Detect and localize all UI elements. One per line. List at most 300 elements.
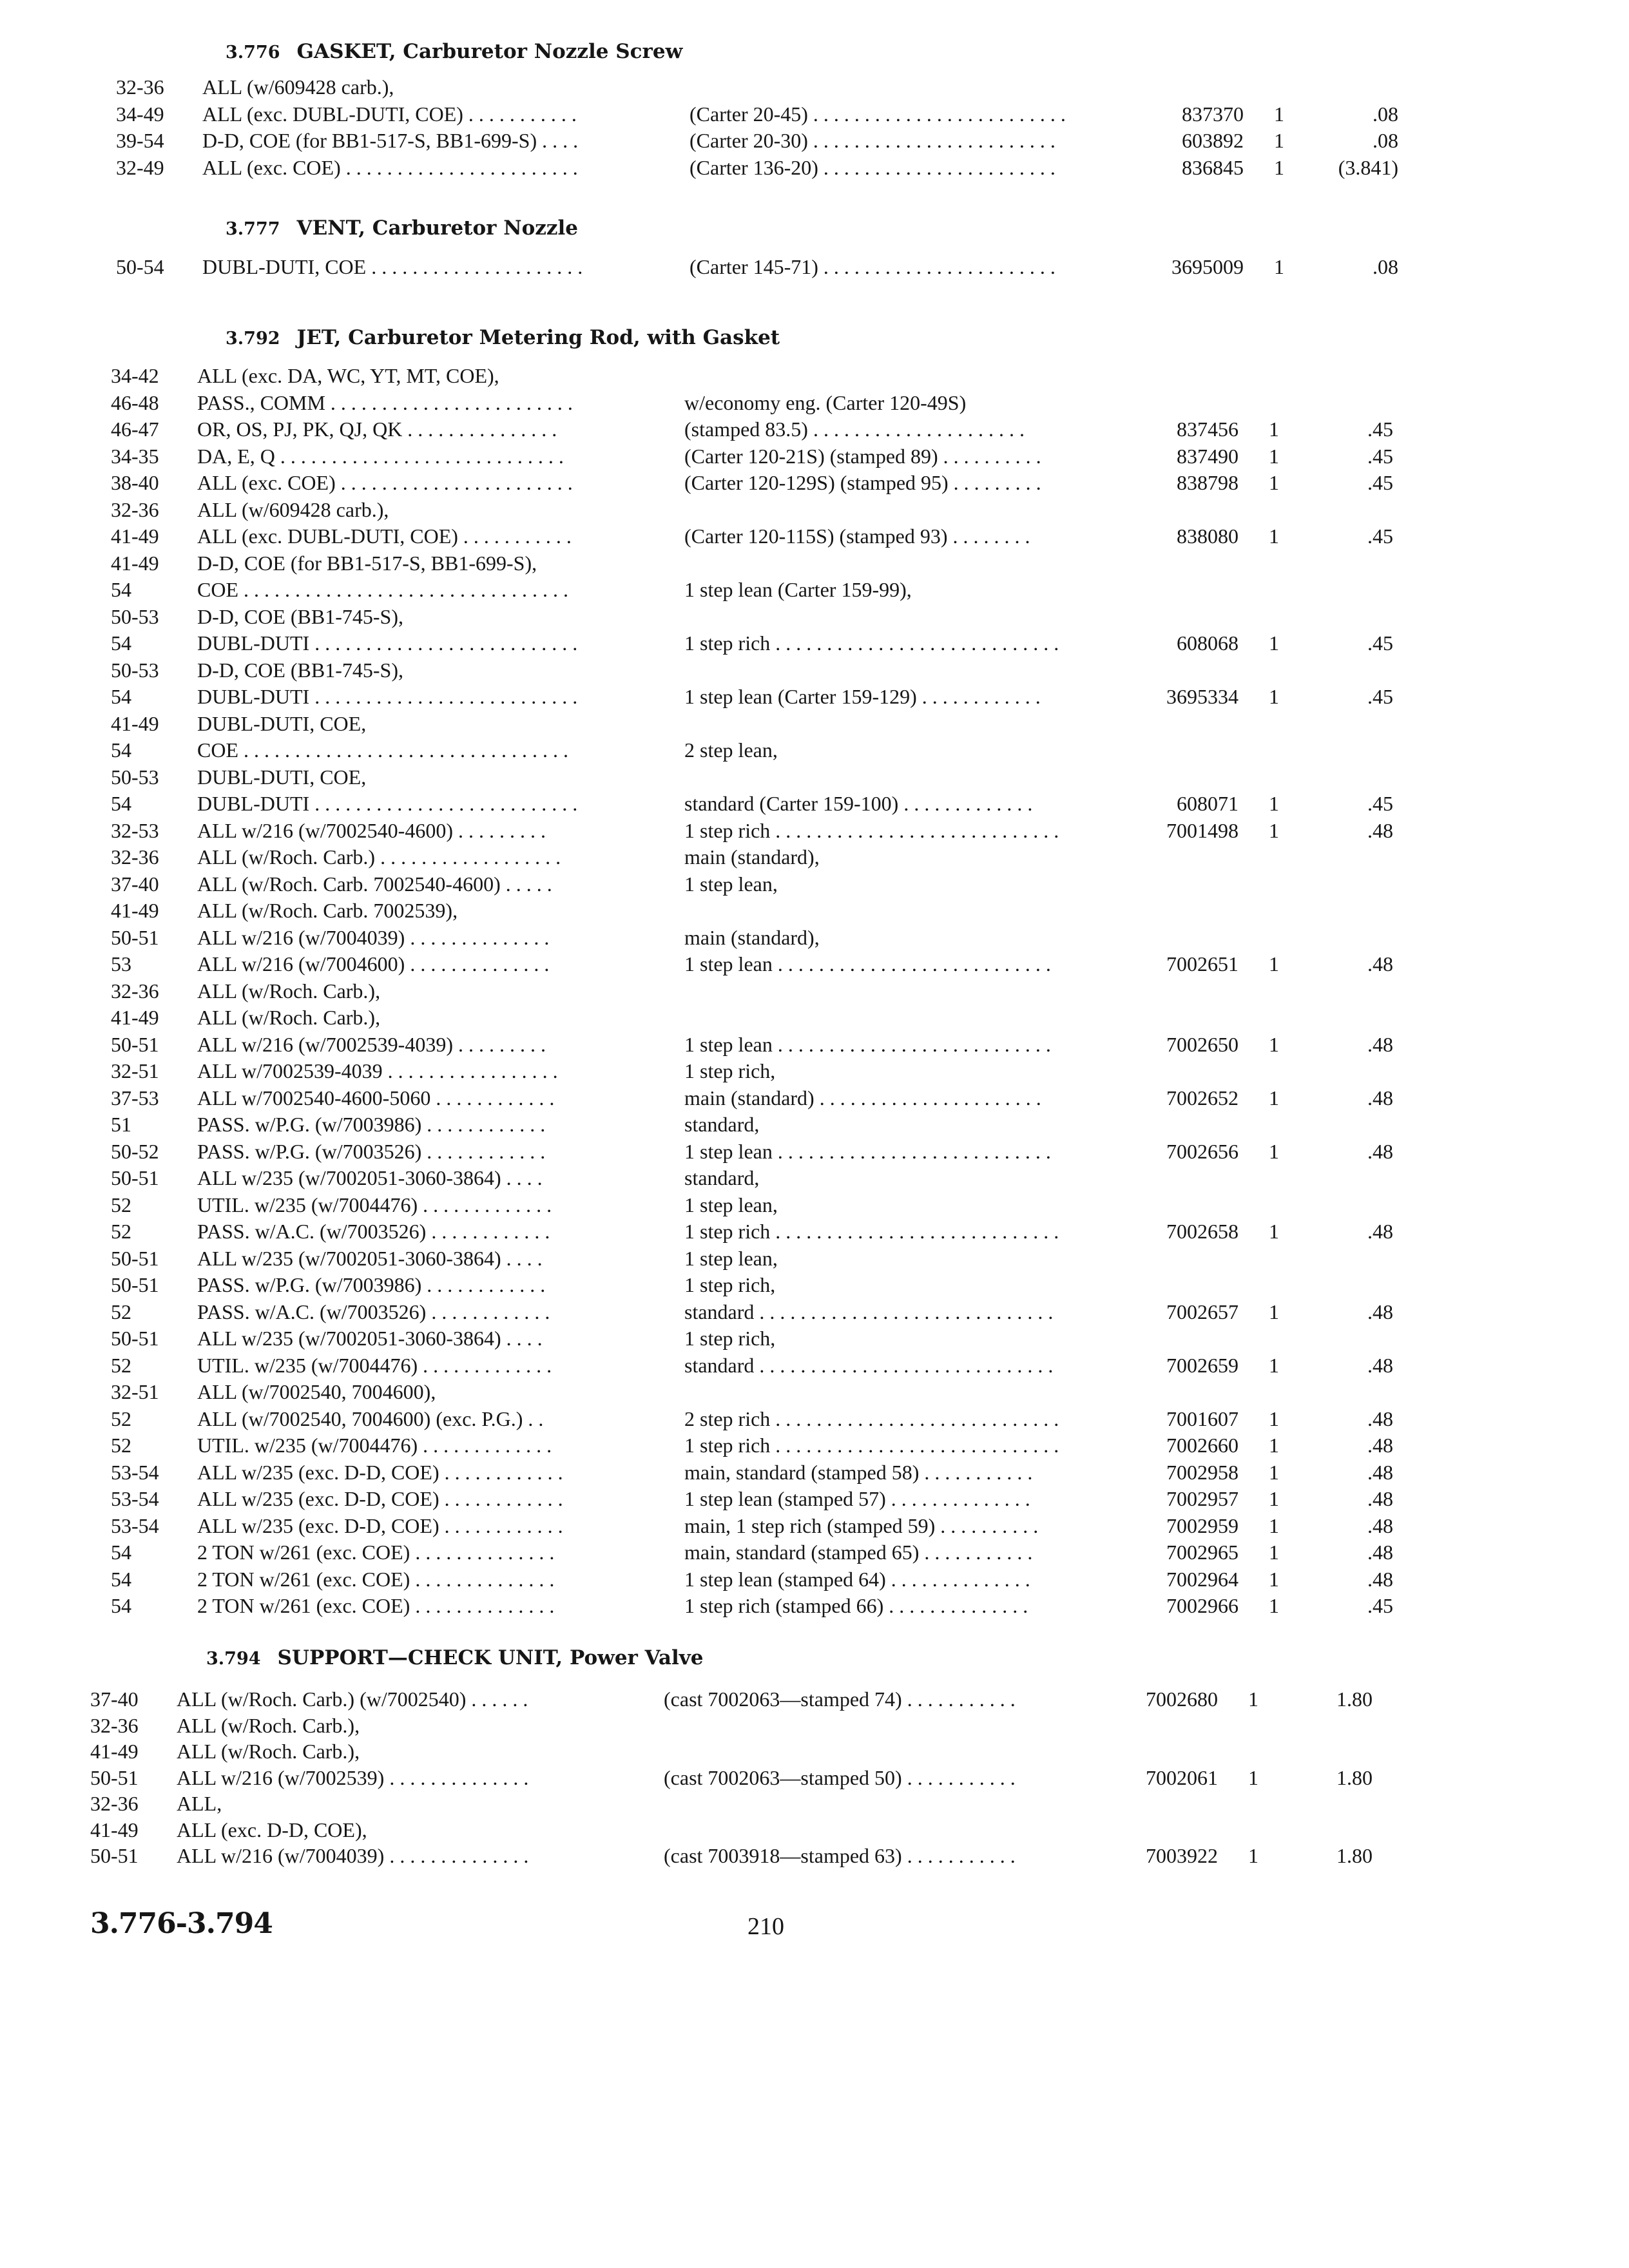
model-years: 50-51 — [90, 1844, 139, 1867]
parts-row — [90, 1713, 1379, 1739]
description: 1 step rich, — [684, 1059, 776, 1082]
model-years: 41-49 — [90, 1740, 139, 1763]
models: ALL (w/609428 carb.), — [202, 75, 394, 99]
description: 1 step lean, — [684, 1246, 778, 1270]
parts-row — [111, 1245, 1400, 1272]
models: DUBL-DUTI, COE, — [197, 765, 367, 789]
parts-row — [111, 871, 1400, 898]
part-number: 7001607 — [1166, 1407, 1239, 1430]
description: 1 step rich . . . . . . . . . . . . . . . . . . . . . . . . . . . . — [684, 1434, 1059, 1457]
model-years: 50-51 — [111, 1273, 159, 1296]
parts-row — [111, 978, 1400, 1004]
parts-row — [111, 550, 1400, 577]
model-years: 37-40 — [90, 1687, 139, 1711]
model-years: 53-54 — [111, 1514, 159, 1537]
price: .45 — [1367, 1594, 1393, 1617]
models: ALL (w/Roch. Carb.), — [197, 979, 381, 1003]
description: (Carter 120-129S) (stamped 95) . . . . . . . . . — [684, 471, 1041, 494]
model-years: 32-51 — [111, 1059, 159, 1082]
parts-row — [116, 74, 1405, 101]
model-years: 32-49 — [116, 155, 164, 179]
description: standard (Carter 159-100) . . . . . . . . . . . . . — [684, 792, 1033, 815]
model-years: 41-49 — [90, 1818, 139, 1841]
models: ALL (w/609428 carb.), — [197, 497, 389, 521]
models: ALL w/7002539-4039 . . . . . . . . . . . . . . . . . — [197, 1059, 558, 1082]
description: 1 step lean, — [684, 1193, 778, 1216]
description: 1 step lean (stamped 64) . . . . . . . . . . . . . . — [684, 1567, 1030, 1591]
section-heading — [226, 40, 682, 63]
description: main (standard), — [684, 925, 820, 949]
model-years: 38-40 — [111, 471, 159, 494]
parts-row — [111, 844, 1400, 870]
model-years: 52 — [111, 1193, 131, 1216]
model-years: 41-49 — [111, 551, 159, 575]
models: PASS. w/P.G. (w/7003986) . . . . . . . . . . . . — [197, 1113, 546, 1136]
models: UTIL. w/235 (w/7004476) . . . . . . . . . . . . . — [197, 1193, 552, 1216]
models: DUBL-DUTI, COE . . . . . . . . . . . . . . . . . . . . . — [202, 255, 583, 278]
model-years: 39-54 — [116, 129, 164, 152]
parts-row — [116, 128, 1405, 154]
models: 2 TON w/261 (exc. COE) . . . . . . . . . . . . . . — [197, 1594, 555, 1617]
model-years: 32-36 — [116, 75, 164, 99]
quantity: 1 — [1269, 631, 1279, 655]
model-years: 50-51 — [90, 1765, 139, 1789]
model-years: 54 — [111, 738, 131, 762]
description: standard, — [684, 1113, 760, 1136]
parts-row — [90, 1817, 1379, 1843]
section-title: JET, Carburetor Metering Rod, with Gasket — [296, 326, 780, 349]
parts-row — [111, 1513, 1400, 1539]
quantity: 1 — [1248, 1765, 1258, 1789]
models: ALL (w/Roch. Carb.), — [177, 1713, 360, 1737]
model-years: 34-35 — [111, 444, 159, 468]
model-years: 54 — [111, 685, 131, 708]
description: 2 step lean, — [684, 738, 778, 762]
quantity: 1 — [1269, 1407, 1279, 1430]
description: 1 step lean . . . . . . . . . . . . . . . . . . . . . . . . . . . — [684, 952, 1051, 975]
model-years: 52 — [111, 1434, 131, 1457]
part-number: 7002680 — [1146, 1687, 1218, 1711]
parts-row — [111, 1218, 1400, 1245]
models: COE . . . . . . . . . . . . . . . . . . . . . . . . . . . . . . . . — [197, 738, 568, 762]
model-years: 53-54 — [111, 1487, 159, 1510]
quantity: 1 — [1269, 1139, 1279, 1163]
models: ALL (exc. DA, WC, YT, MT, COE), — [197, 364, 499, 387]
part-number: 7002659 — [1166, 1353, 1239, 1377]
models: ALL w/235 (exc. D-D, COE) . . . . . . . . . . . . — [197, 1487, 563, 1510]
part-number: 7002966 — [1166, 1594, 1239, 1617]
parts-row — [111, 1352, 1400, 1379]
price: .08 — [1373, 255, 1398, 278]
model-years: 52 — [111, 1220, 131, 1243]
parts-row — [111, 390, 1400, 416]
model-years: 46-47 — [111, 418, 159, 441]
model-years: 54 — [111, 631, 131, 655]
parts-row — [111, 1459, 1400, 1486]
models: UTIL. w/235 (w/7004476) . . . . . . . . . . . . . — [197, 1434, 552, 1457]
models: PASS. w/P.G. (w/7003986) . . . . . . . . . . . . — [197, 1273, 546, 1296]
description: 1 step rich . . . . . . . . . . . . . . . . . . . . . . . . . . . . — [684, 818, 1059, 842]
quantity: 1 — [1269, 1567, 1279, 1591]
part-number: 3695009 — [1171, 255, 1244, 278]
description: 1 step rich, — [684, 1327, 776, 1350]
parts-row — [111, 818, 1400, 844]
parts-row — [111, 1085, 1400, 1111]
model-years: 51 — [111, 1113, 131, 1136]
model-years: 50-53 — [111, 604, 159, 628]
parts-row — [111, 1593, 1400, 1619]
part-number: 838080 — [1177, 524, 1239, 548]
model-years: 32-51 — [111, 1380, 159, 1403]
models: ALL w/235 (w/7002051-3060-3864) . . . . — [197, 1166, 543, 1189]
models: DUBL-DUTI . . . . . . . . . . . . . . . . . . . . . . . . . . — [197, 631, 578, 655]
quantity: 1 — [1274, 255, 1284, 278]
part-number: 608068 — [1177, 631, 1239, 655]
models: ALL w/235 (w/7002051-3060-3864) . . . . — [197, 1327, 543, 1350]
price: .48 — [1367, 818, 1393, 842]
price: .45 — [1367, 471, 1393, 494]
models: ALL (w/Roch. Carb. 7002539), — [197, 899, 458, 922]
parts-row — [116, 155, 1405, 181]
description: 1 step rich . . . . . . . . . . . . . . . . . . . . . . . . . . . . — [684, 1220, 1059, 1243]
description: (Carter 120-21S) (stamped 89) . . . . . . . . . . — [684, 444, 1041, 468]
models: 2 TON w/261 (exc. COE) . . . . . . . . . . . . . . — [197, 1567, 555, 1591]
price: .48 — [1367, 1086, 1393, 1110]
description: (Carter 145-71) . . . . . . . . . . . . . . . . . . . . . . . — [689, 255, 1055, 278]
parts-row — [111, 1058, 1400, 1084]
section-title: SUPPORT—CHECK UNIT, Power Valve — [277, 1646, 704, 1669]
part-number: 7002959 — [1166, 1514, 1239, 1537]
description: standard . . . . . . . . . . . . . . . . . . . . . . . . . . . . . — [684, 1353, 1054, 1377]
model-years: 54 — [111, 578, 131, 601]
model-years: 32-36 — [111, 845, 159, 869]
description: (cast 7002063—stamped 50) . . . . . . . . . . . — [664, 1765, 1016, 1789]
quantity: 1 — [1269, 471, 1279, 494]
part-number: 608071 — [1177, 792, 1239, 815]
models: 2 TON w/261 (exc. COE) . . . . . . . . . . . . . . — [197, 1541, 555, 1564]
quantity: 1 — [1269, 685, 1279, 708]
parts-row — [111, 1165, 1400, 1191]
section-title: GASKET, Carburetor Nozzle Screw — [296, 40, 683, 63]
part-number: 7001498 — [1166, 818, 1239, 842]
quantity: 1 — [1269, 1300, 1279, 1323]
models: ALL (exc. COE) . . . . . . . . . . . . . . . . . . . . . . . — [197, 471, 573, 494]
parts-row — [111, 1486, 1400, 1512]
section-heading — [206, 1646, 704, 1669]
description: 1 step lean (stamped 57) . . . . . . . . . . . . . . — [684, 1487, 1030, 1510]
part-number: 7002650 — [1166, 1032, 1239, 1056]
models: ALL (exc. D-D, COE), — [177, 1818, 367, 1841]
parts-row — [90, 1738, 1379, 1765]
section-number: 3.794 — [206, 1649, 261, 1669]
description: (Carter 20-30) . . . . . . . . . . . . . . . . . . . . . . . . — [689, 129, 1055, 152]
parts-row — [111, 737, 1400, 764]
section-number: 3.777 — [226, 219, 280, 239]
quantity: 1 — [1269, 1032, 1279, 1056]
price: .45 — [1367, 444, 1393, 468]
price: .45 — [1367, 631, 1393, 655]
models: ALL w/235 (exc. D-D, COE) . . . . . . . . . . . . — [197, 1460, 563, 1484]
price: .45 — [1367, 685, 1393, 708]
model-years: 54 — [111, 1594, 131, 1617]
price: .48 — [1367, 1460, 1393, 1484]
parts-row — [111, 951, 1400, 977]
model-years: 32-36 — [90, 1792, 139, 1815]
parts-row — [111, 604, 1400, 630]
part-number: 603892 — [1182, 129, 1244, 152]
models: ALL w/216 (w/7004039) . . . . . . . . . . . . . . — [177, 1844, 529, 1867]
models: PASS., COMM . . . . . . . . . . . . . . . . . . . . . . . . — [197, 390, 573, 414]
description: 1 step lean . . . . . . . . . . . . . . . . . . . . . . . . . . . — [684, 1032, 1051, 1056]
part-number: 7002658 — [1166, 1220, 1239, 1243]
quantity: 1 — [1274, 129, 1284, 152]
parts-row — [90, 1843, 1379, 1869]
model-years: 41-49 — [111, 524, 159, 548]
price: .48 — [1367, 952, 1393, 975]
model-years: 52 — [111, 1407, 131, 1430]
model-years: 50-54 — [116, 255, 164, 278]
price: .48 — [1367, 1300, 1393, 1323]
price: (3.841) — [1338, 155, 1398, 179]
models: UTIL. w/235 (w/7004476) . . . . . . . . . . . . . — [197, 1353, 552, 1377]
description: (stamped 83.5) . . . . . . . . . . . . . . . . . . . . . — [684, 418, 1025, 441]
part-number: 838798 — [1177, 471, 1239, 494]
description: 1 step rich, — [684, 1273, 776, 1296]
models: D-D, COE (BB1-745-S), — [197, 658, 403, 682]
quantity: 1 — [1269, 952, 1279, 975]
description: main, 1 step rich (stamped 59) . . . . . . . . . . — [684, 1514, 1039, 1537]
model-years: 52 — [111, 1353, 131, 1377]
models: DA, E, Q . . . . . . . . . . . . . . . . . . . . . . . . . . . . — [197, 444, 564, 468]
section-range: 3.776-3.794 — [90, 1907, 273, 1940]
parts-row — [111, 1379, 1400, 1405]
model-years: 54 — [111, 1567, 131, 1591]
models: ALL (w/7002540, 7004600), — [197, 1380, 436, 1403]
section-heading — [226, 326, 780, 349]
model-years: 32-36 — [111, 979, 159, 1003]
price: 1.80 — [1336, 1844, 1373, 1867]
model-years: 32-36 — [111, 497, 159, 521]
part-number: 836845 — [1182, 155, 1244, 179]
price: .48 — [1367, 1353, 1393, 1377]
quantity: 1 — [1269, 1541, 1279, 1564]
description: main, standard (stamped 65) . . . . . . . . . . . — [684, 1541, 1033, 1564]
part-number: 7002061 — [1146, 1765, 1218, 1789]
models: DUBL-DUTI . . . . . . . . . . . . . . . . . . . . . . . . . . — [197, 792, 578, 815]
parts-row — [111, 898, 1400, 924]
description: (Carter 136-20) . . . . . . . . . . . . . . . . . . . . . . . — [689, 155, 1055, 179]
models: ALL w/216 (w/7002539) . . . . . . . . . . . . . . — [177, 1765, 529, 1789]
parts-row — [111, 684, 1400, 710]
quantity: 1 — [1269, 444, 1279, 468]
description: (Carter 120-115S) (stamped 93) . . . . . . . . — [684, 524, 1030, 548]
part-number: 837456 — [1177, 418, 1239, 441]
model-years: 50-51 — [111, 925, 159, 949]
part-number: 7002657 — [1166, 1300, 1239, 1323]
models: PASS. w/A.C. (w/7003526) . . . . . . . . . . . . — [197, 1220, 550, 1243]
price: .48 — [1367, 1487, 1393, 1510]
section-number: 3.792 — [226, 329, 280, 349]
model-years: 34-42 — [111, 364, 159, 387]
quantity: 1 — [1269, 1460, 1279, 1484]
part-number: 7002958 — [1166, 1460, 1239, 1484]
models: ALL (exc. DUBL-DUTI, COE) . . . . . . . . . . . — [197, 524, 572, 548]
models: ALL w/216 (w/7004039) . . . . . . . . . . . . . . — [197, 925, 550, 949]
price: .48 — [1367, 1032, 1393, 1056]
part-number: 7002957 — [1166, 1487, 1239, 1510]
parts-row — [111, 577, 1400, 603]
parts-row — [111, 1272, 1400, 1298]
models: ALL w/235 (exc. D-D, COE) . . . . . . . . . . . . — [197, 1514, 563, 1537]
model-years: 50-53 — [111, 765, 159, 789]
parts-row — [111, 416, 1400, 443]
model-years: 53 — [111, 952, 131, 975]
part-number: 7002656 — [1166, 1139, 1239, 1163]
parts-row — [90, 1791, 1379, 1817]
description: (Carter 20-45) . . . . . . . . . . . . . . . . . . . . . . . . . — [689, 102, 1066, 126]
quantity: 1 — [1269, 1086, 1279, 1110]
parts-row — [111, 470, 1400, 496]
models: D-D, COE (BB1-745-S), — [197, 604, 403, 628]
quantity: 1 — [1269, 818, 1279, 842]
quantity: 1 — [1248, 1687, 1258, 1711]
description: 1 step rich (stamped 66) . . . . . . . . . . . . . . — [684, 1594, 1028, 1617]
price: .48 — [1367, 1541, 1393, 1564]
part-number: 7002964 — [1166, 1567, 1239, 1591]
parts-row — [111, 443, 1400, 470]
parts-row — [111, 1004, 1400, 1031]
models: COE . . . . . . . . . . . . . . . . . . . . . . . . . . . . . . . . — [197, 578, 568, 601]
description: standard . . . . . . . . . . . . . . . . . . . . . . . . . . . . . — [684, 1300, 1054, 1323]
model-years: 50-51 — [111, 1166, 159, 1189]
model-years: 50-51 — [111, 1246, 159, 1270]
models: ALL w/7002540-4600-5060 . . . . . . . . . . . . — [197, 1086, 555, 1110]
description: (cast 7003918—stamped 63) . . . . . . . . . . . — [664, 1844, 1016, 1867]
quantity: 1 — [1269, 1353, 1279, 1377]
quantity: 1 — [1269, 1220, 1279, 1243]
models: ALL (w/Roch. Carb. 7002540-4600) . . . . . — [197, 872, 552, 896]
price: .45 — [1367, 792, 1393, 815]
models: PASS. w/P.G. (w/7003526) . . . . . . . . . . . . — [197, 1139, 546, 1163]
parts-row — [90, 1765, 1379, 1791]
price: .48 — [1367, 1139, 1393, 1163]
parts-row — [111, 711, 1400, 737]
section-title: VENT, Carburetor Nozzle — [296, 216, 579, 240]
models: DUBL-DUTI, COE, — [197, 711, 367, 735]
parts-row — [111, 1325, 1400, 1352]
quantity: 1 — [1248, 1844, 1258, 1867]
models: ALL (w/Roch. Carb.), — [197, 1006, 381, 1029]
model-years: 41-49 — [111, 899, 159, 922]
quantity: 1 — [1269, 1487, 1279, 1510]
price: .48 — [1367, 1220, 1393, 1243]
models: OR, OS, PJ, PK, QJ, QK . . . . . . . . . . . . . . . — [197, 418, 557, 441]
parts-row — [111, 1432, 1400, 1459]
models: ALL w/235 (w/7002051-3060-3864) . . . . — [197, 1246, 543, 1270]
parts-row — [111, 1299, 1400, 1325]
quantity: 1 — [1269, 1514, 1279, 1537]
parts-row — [111, 1539, 1400, 1566]
part-number: 837370 — [1182, 102, 1244, 126]
model-years: 52 — [111, 1300, 131, 1323]
quantity: 1 — [1269, 418, 1279, 441]
model-years: 32-36 — [90, 1713, 139, 1737]
models: ALL w/216 (w/7002539-4039) . . . . . . . . . — [197, 1032, 546, 1056]
parts-row — [111, 363, 1400, 389]
price: .48 — [1367, 1567, 1393, 1591]
parts-row — [111, 791, 1400, 817]
models: D-D, COE (for BB1-517-S, BB1-699-S) . . . . — [202, 129, 579, 152]
parts-row — [111, 1139, 1400, 1165]
model-years: 50-52 — [111, 1139, 159, 1163]
description: 1 step lean (Carter 159-99), — [684, 578, 912, 601]
price: .45 — [1367, 418, 1393, 441]
parts-row — [111, 497, 1400, 523]
description: main, standard (stamped 58) . . . . . . . . . . . — [684, 1460, 1033, 1484]
quantity: 1 — [1269, 792, 1279, 815]
model-years: 53-54 — [111, 1460, 159, 1484]
models: DUBL-DUTI . . . . . . . . . . . . . . . . . . . . . . . . . . — [197, 685, 578, 708]
price: .45 — [1367, 524, 1393, 548]
part-number: 3695334 — [1166, 685, 1239, 708]
description: (cast 7002063—stamped 74) . . . . . . . . . . . — [664, 1687, 1016, 1711]
parts-row — [111, 1566, 1400, 1593]
price: .48 — [1367, 1434, 1393, 1457]
price: .48 — [1367, 1407, 1393, 1430]
model-years: 41-49 — [111, 1006, 159, 1029]
part-number: 837490 — [1177, 444, 1239, 468]
models: ALL (w/Roch. Carb.) . . . . . . . . . . . . . . . . . . — [197, 845, 561, 869]
description: standard, — [684, 1166, 760, 1189]
part-number: 7002652 — [1166, 1086, 1239, 1110]
price: .08 — [1373, 102, 1398, 126]
models: ALL (w/Roch. Carb.) (w/7002540) . . . . . . — [177, 1687, 528, 1711]
parts-row — [111, 1032, 1400, 1058]
part-number: 7002965 — [1166, 1541, 1239, 1564]
models: PASS. w/A.C. (w/7003526) . . . . . . . . . . . . — [197, 1300, 550, 1323]
parts-row — [111, 523, 1400, 550]
price: .48 — [1367, 1514, 1393, 1537]
part-number: 7002651 — [1166, 952, 1239, 975]
description: main (standard) . . . . . . . . . . . . . . . . . . . . . . — [684, 1086, 1041, 1110]
models: ALL (w/7002540, 7004600) (exc. P.G.) . . — [197, 1407, 544, 1430]
parts-row — [111, 764, 1400, 791]
part-number: 7003922 — [1146, 1844, 1218, 1867]
parts-row — [111, 657, 1400, 684]
parts-row — [111, 1111, 1400, 1138]
section-heading — [226, 216, 578, 240]
parts-row — [111, 925, 1400, 951]
description: 2 step rich . . . . . . . . . . . . . . . . . . . . . . . . . . . . — [684, 1407, 1059, 1430]
models: ALL (exc. COE) . . . . . . . . . . . . . . . . . . . . . . . — [202, 155, 578, 179]
price: 1.80 — [1336, 1765, 1373, 1789]
price: .08 — [1373, 129, 1398, 152]
quantity: 1 — [1269, 1434, 1279, 1457]
page-number: 210 — [747, 1913, 784, 1940]
part-number: 7002660 — [1166, 1434, 1239, 1457]
description: 1 step rich . . . . . . . . . . . . . . . . . . . . . . . . . . . . — [684, 631, 1059, 655]
description: 1 step lean, — [684, 872, 778, 896]
quantity: 1 — [1269, 1594, 1279, 1617]
parts-row — [116, 101, 1405, 128]
model-years: 37-53 — [111, 1086, 159, 1110]
quantity: 1 — [1274, 102, 1284, 126]
model-years: 50-51 — [111, 1327, 159, 1350]
model-years: 50-53 — [111, 658, 159, 682]
description: 1 step lean . . . . . . . . . . . . . . . . . . . . . . . . . . . — [684, 1139, 1051, 1163]
description: w/economy eng. (Carter 120-49S) — [684, 390, 967, 414]
model-years: 46-48 — [111, 390, 159, 414]
